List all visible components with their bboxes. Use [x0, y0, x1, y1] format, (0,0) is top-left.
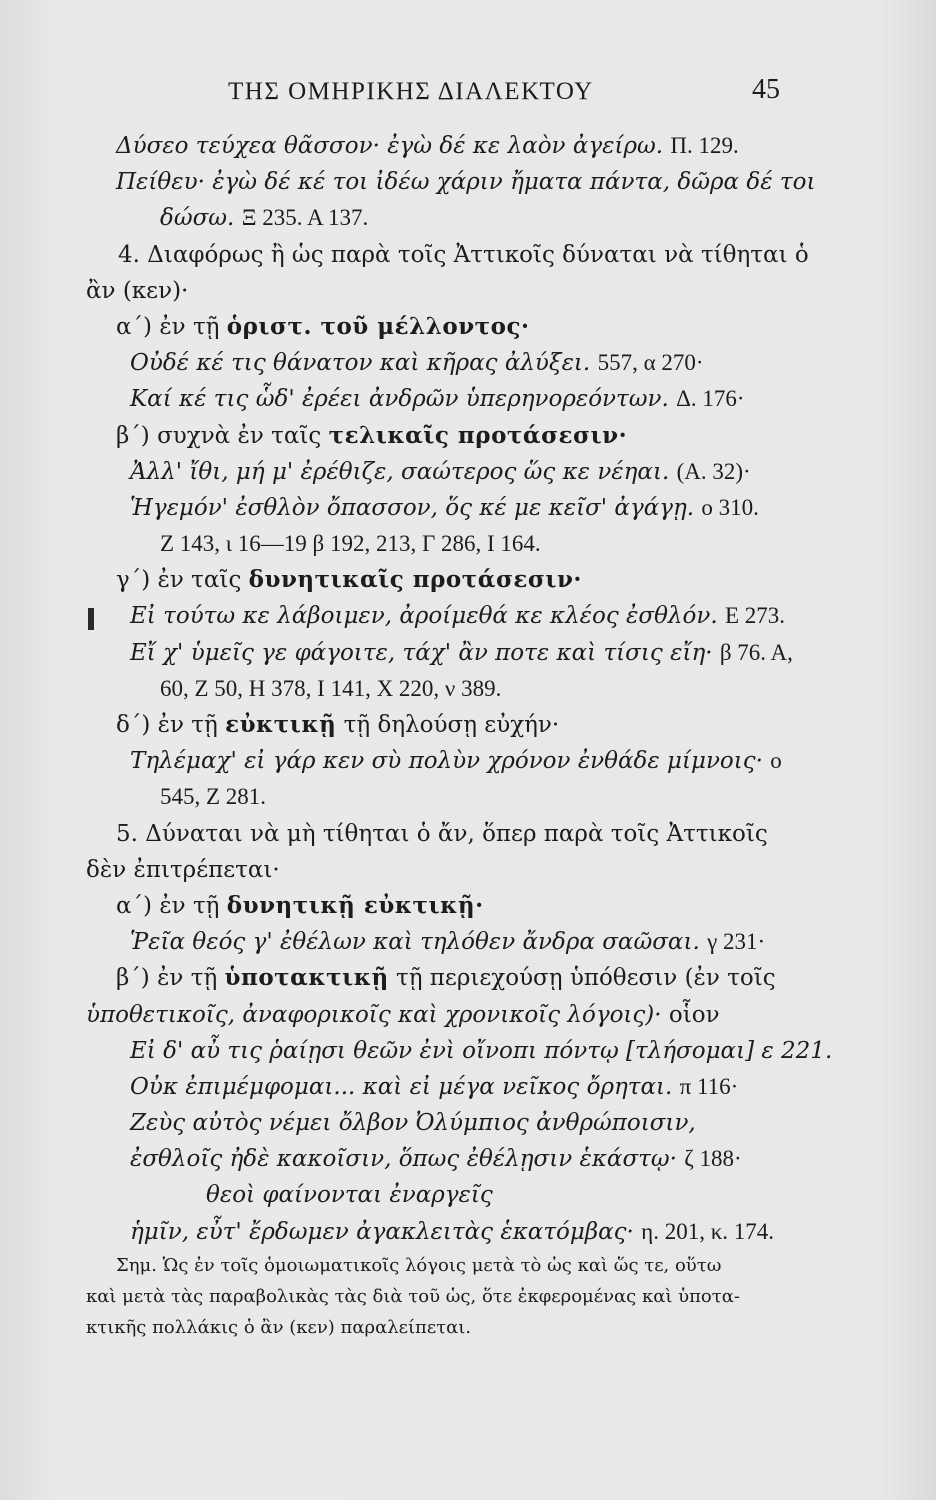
text-line-4 [0, 237, 936, 273]
text-line-5 [0, 273, 936, 309]
footnote-line-2: καὶ μετὰ τὰς παραβολικὰς τὰς διὰ τοῦ ὡς, ὅτε ἐκφερομένας καὶ ὑποτα- [86, 1286, 740, 1307]
quote-text: θεοὶ φαίνονται ἐναργεῖς [206, 1182, 493, 1209]
paragraph-text: ἂν (κεν)· [86, 277, 189, 304]
text-line-15 [0, 635, 936, 671]
text-line-26 [0, 1033, 936, 1069]
bold-term: ὁριστ. τοῦ μέλλοντος· [226, 312, 530, 340]
page-number: 45 [752, 74, 780, 105]
quote-text: Καί κέ τις ὧδ' ἐρέει ἀνδρῶν ὑπερηνορεόντων. [130, 386, 669, 413]
bold-term: δυνητικαῖς προτάσεσιν· [248, 566, 582, 594]
quote-text: Οὐκ ἐπιμέμφομαι... καὶ εἰ μέγα νεῖκος ὄρηται. [130, 1073, 673, 1100]
paragraph-text: τῇ περιεχούσῃ ὑπόθεσιν (ἐν τοῖς [395, 965, 776, 992]
quote-text: Εἴ χ' ὑμεῖς γε φάγοιτε, τάχ' ἂν ποτε καὶ τίσις εἴη· [130, 639, 713, 666]
quote-text: Ἀλλ' ἴθι, μή μ' ἐρέθιζε, σαώτερος ὥς κε νέηαι. [130, 458, 670, 485]
quote-text: Οὐδέ κέ τις θάνατον καὶ κῆρας ἀλύξει. [130, 350, 591, 377]
citation: γ 231· [707, 929, 766, 955]
running-head: ΤΗΣ ΟΜΗΡΙΚΗΣ ΔΙΑΛΕΚΤΟΥ [228, 78, 594, 105]
bold-term: ὑποτακτικῇ [224, 964, 389, 992]
citation: π 116· [679, 1073, 739, 1099]
text-line-14 [0, 598, 936, 634]
quote-text: Εἰ δ' αὖ τις ῥαίῃσι θεῶν ἐνὶ οἴνοπι πόντῳ [τλήσομαι] ε 221. [130, 1037, 833, 1064]
quote-text: δώσω. [160, 205, 235, 232]
citation: (Α. 32)· [676, 458, 751, 484]
citation: Ε 273. [724, 603, 786, 629]
text-line-7 [0, 345, 936, 381]
text-line-17 [0, 707, 936, 743]
citation: Ξ 235. Α 137. [241, 205, 369, 231]
quote-text: Ῥεῖα θεός γ' ἐθέλων καὶ τηλόθεν ἄνδρα σαῶσαι. [130, 929, 700, 956]
subsection-label: δ΄) ἐν τῇ [116, 712, 218, 738]
quote-text: ἐσθλοῖς ἠδὲ κακοῖσιν, ὅπως ἐθέλῃσιν ἑκάστῳ· [130, 1146, 677, 1173]
text-line-31 [0, 1214, 936, 1250]
text-line-21 [0, 852, 936, 888]
page-body [0, 128, 936, 1250]
citation: Δ. 176· [676, 386, 745, 412]
citation: ο [770, 748, 782, 774]
quote-text: Πείθευ· ἐγὼ δέ κέ τοι ἰδέω χάριν ἤματα πάντα, δῶρα δέ τοι [116, 169, 816, 196]
text-line-18 [0, 743, 936, 779]
text-line-13 [0, 562, 936, 598]
text-line-12 [0, 526, 936, 562]
text-line-10 [0, 454, 936, 490]
paragraph-text: ὑποθετικοῖς, ἀναφορικοῖς καὶ χρονικοῖς λόγοις)· [86, 1001, 662, 1028]
citation: 557, α 270· [597, 350, 704, 376]
paragraph-text: Διαφόρως ἢ ὡς παρὰ τοῖς Ἀττικοῖς δύναται νὰ τίθηται ὁ [147, 241, 809, 268]
footnote [0, 1250, 936, 1343]
footnote-line-1: Σημ. Ὡς ἐν τοῖς ὁμοιωματικοῖς λόγοις μετὰ τὸ ὡς καὶ ὥς τε, οὕτω [116, 1255, 722, 1276]
citation: Π. 129. [670, 133, 739, 158]
paragraph-text: δὲν ἐπιτρέπεται· [86, 856, 280, 883]
page-header [0, 74, 936, 118]
quote-text: ἡμῖν, εὖτ' ἔρδωμεν ἀγακλειτὰς ἑκατόμβας· [130, 1218, 634, 1245]
citation: ο 310. [701, 494, 759, 520]
quote-text: Τηλέμαχ' εἰ γάρ κεν σὺ πολὺν χρόνον ἐνθάδε μίμνοις· [130, 748, 763, 775]
bold-term: δυνητικῇ εὐκτικῇ· [226, 891, 484, 919]
citation: Ζ 143, ι 16—19 β 192, 213, Γ 286, Ι 164. [160, 531, 541, 557]
quote-text: Δύσεο τεύχεα θᾶσσον· ἐγὼ δέ κε λαὸν ἀγείρω. [116, 133, 664, 159]
text-line-27 [0, 1069, 936, 1105]
section-number: 4. [118, 241, 140, 268]
text-line-25 [0, 997, 936, 1033]
text-line-3 [0, 200, 936, 236]
text-line-23 [0, 924, 936, 960]
text-line-22 [0, 888, 936, 924]
subsection-label: β΄) ἐν τῇ [116, 965, 218, 992]
citation: ζ 188· [684, 1146, 742, 1172]
text-line-6 [0, 309, 936, 345]
text-line-28 [0, 1105, 936, 1141]
paragraph-text: οἷον [668, 1001, 720, 1028]
citation: 545, Ζ 281. [160, 784, 267, 810]
text-line-24 [0, 960, 936, 996]
subsection-label: β΄) συχνὰ ἐν ταῖς [116, 422, 322, 449]
citation: β 76. Α, [719, 639, 793, 665]
text-line-30 [0, 1177, 936, 1213]
subsection-label: γ΄) ἐν ταῖς [116, 567, 242, 594]
text-line-8 [0, 381, 936, 417]
quote-text: Ζεὺς αὐτὸς νέμει ὄλβον Ὀλύμπιος ἀνθρώποισιν, [130, 1110, 696, 1137]
subsection-label: α΄) ἐν τῇ [116, 892, 220, 919]
section-number: 5. [116, 820, 138, 847]
paragraph-text: τῇ δηλούσῃ εὐχήν· [343, 712, 560, 738]
bold-term: τελικαῖς προτάσεσιν· [328, 421, 628, 449]
text-line-20 [0, 816, 936, 852]
text-line-1 [0, 128, 936, 164]
bold-term: εὐκτικῇ [225, 711, 337, 738]
text-line-29 [0, 1141, 936, 1177]
subsection-label: α΄) ἐν τῇ [116, 313, 220, 340]
footnote-line-3: κτικῆς πολλάκις ὁ ἂν (κεν) παραλείπεται. [86, 1317, 472, 1338]
text-line-11 [0, 490, 936, 526]
text-line-2 [0, 164, 936, 200]
quote-text: Εἰ τούτω κε λάβοιμεν, ἀροίμεθά κε κλέος ἐσθλόν. [130, 603, 718, 630]
quote-text: Ἡγεμόν' ἐσθλὸν ὄπασσον, ὅς κέ με κεῖσ' ἀγάγῃ. [130, 494, 695, 521]
text-line-16 [0, 671, 936, 707]
citation: η. 201, κ. 174. [641, 1218, 775, 1244]
citation: 60, Ζ 50, Η 378, Ι 141, Χ 220, ν 389. [160, 675, 502, 701]
paragraph-text: Δύναται νὰ μὴ τίθηται ὁ ἄν, ὅπερ παρὰ τοῖς Ἀττικοῖς [145, 820, 768, 847]
text-line-19 [0, 779, 936, 815]
text-line-9 [0, 418, 936, 454]
